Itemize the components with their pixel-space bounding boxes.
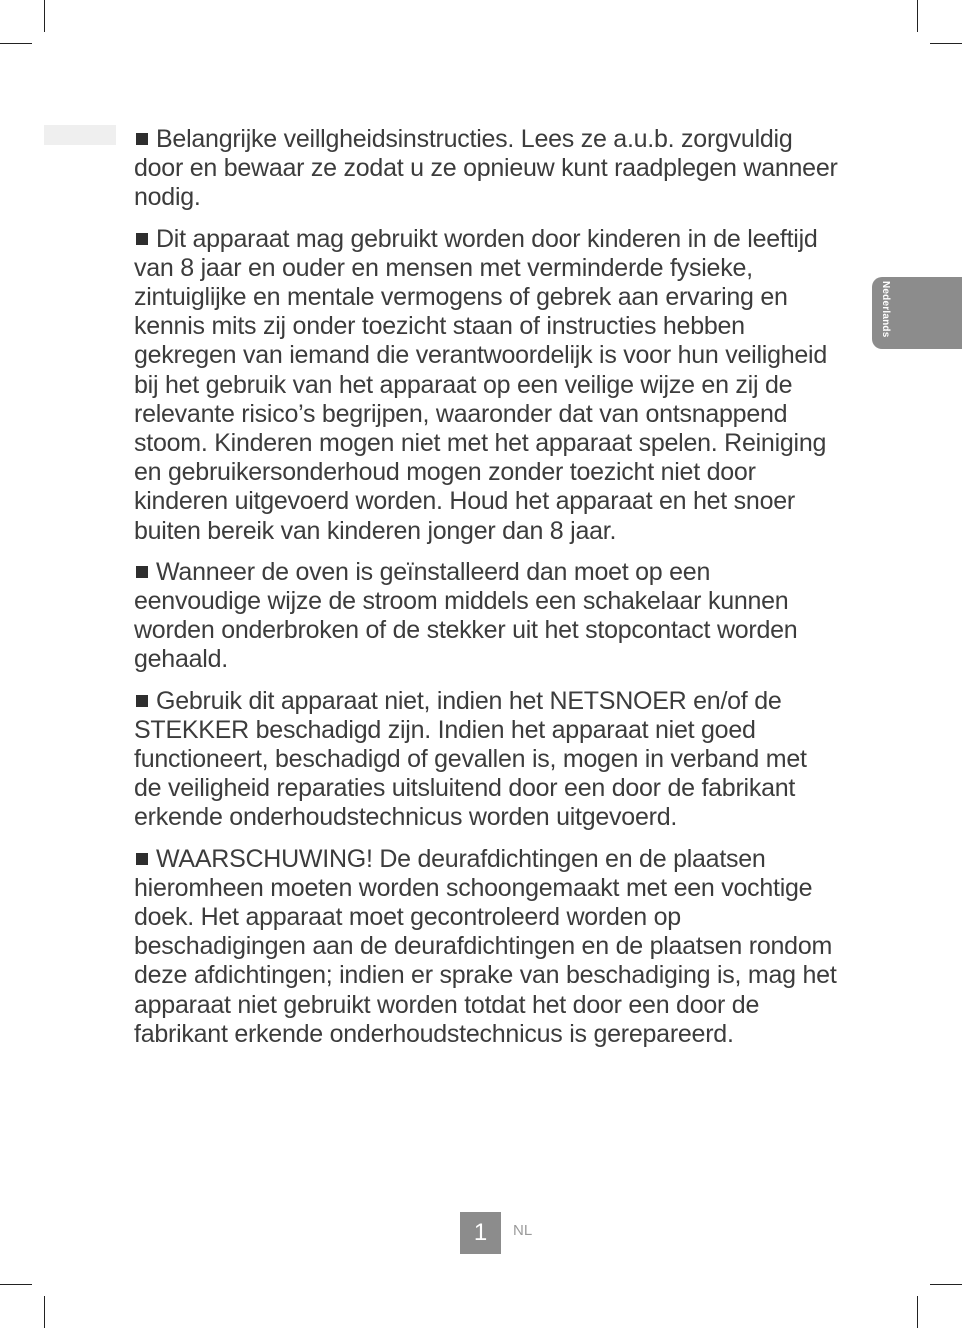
instruction-text: Dit apparaat mag gebruikt worden door kinderen in de leeftijd van 8 jaar en ouder en mensen met verminderde fysieke, zintuiglijke en mentale vermogens of gebrek aan ervaring en kennis mits zij onder toezicht staan of instructies hebben gekregen van iemand die verantwoordelijk is voor hun veiligheid bij het gebruik van het apparaat op een veilige wijze en zij de relevante risico’s begrijpen, waaronder dat van ontsnappend stoom. Kinderen mogen niet met het apparaat spelen. Reiniging en gebruikersonderhoud mogen zonder toezicht niet door kinderen uitgevoerd worden. Houd het apparaat en het snoer buiten bereik van kinderen jonger dan 8 jaar. [134,224,828,545]
square-bullet-icon [136,566,148,578]
instruction-paragraph [134,558,840,675]
header-marker [44,125,116,145]
crop-mark [917,0,918,32]
language-side-tab-label: Nederlands [880,281,891,338]
instruction-text: WAARSCHUWING! De deurafdichtingen en de plaatsen hieromheen moeten worden schoongemaakt met een vochtige doek. Het apparaat moet gecontroleerd worden op beschadigingen aan de deurafdichtingen en de plaatsen rondom deze afdichtingen; indien er sprake van beschadiging is, mag het apparaat niet gebruikt worden totdat het door een door de fabrikant erkende onderhoudstechnicus is gerepareerd. [134,844,837,1048]
instruction-paragraph [134,687,840,833]
crop-mark [0,1284,32,1285]
language-code: NL [513,1222,533,1239]
square-bullet-icon [136,233,148,245]
crop-mark [44,0,45,32]
instruction-text: Gebruik dit apparaat niet, indien het NETSNOER en/of de STEKKER beschadigd zijn. Indien het apparaat niet goed functioneert, beschadigd of gevallen is, mogen in verband met de veiligheid reparaties uitsluitend door een door de fabrikant erkende onderhoudstechnicus worden uitgevoerd. [134,686,807,832]
crop-mark [930,1284,962,1285]
crop-mark [917,1296,918,1328]
language-side-tab [872,277,962,349]
crop-mark [44,1296,45,1328]
square-bullet-icon [136,853,148,865]
square-bullet-icon [136,695,148,707]
page-number: 1 [460,1212,501,1254]
instruction-paragraph [134,845,840,1049]
instruction-paragraph [134,225,840,546]
instruction-paragraph [134,125,840,213]
safety-instructions [134,125,840,1061]
instruction-text: Belangrijke veillgheidsinstructies. Lees ze a.u.b. zorgvuldig door en bewaar ze zodat u ze opnieuw kunt raadplegen wanneer nodig. [134,125,838,212]
crop-mark [0,43,32,44]
square-bullet-icon [136,133,148,145]
crop-mark [930,43,962,44]
instruction-text: Wanneer de oven is geïnstalleerd dan moet op een eenvoudige wijze de stroom middels een schakelaar kunnen worden onderbroken of de stekker uit het stopcontact worden gehaald. [134,557,798,674]
